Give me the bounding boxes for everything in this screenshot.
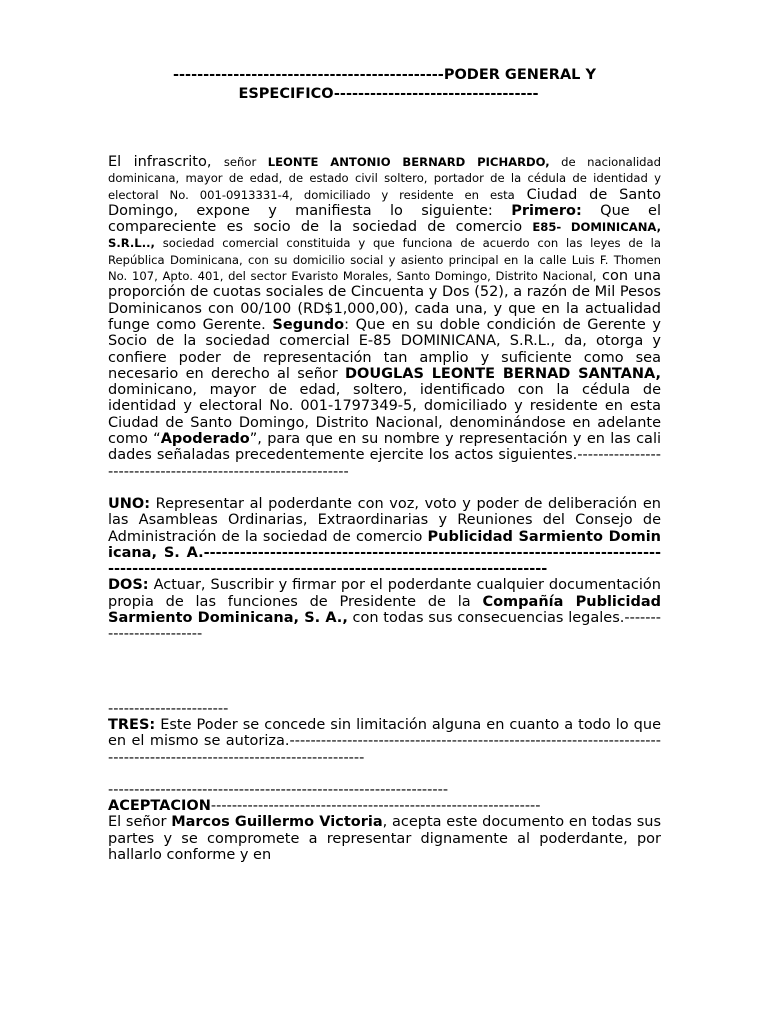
tres-lead: -----------------------	[108, 700, 229, 717]
dos-company: Compañía Publicidad Sarmiento Dominicana, S. A.,	[108, 593, 661, 627]
tres-text: Este Poder se concede sin limitación alguna en cuanto a todo lo que en el mismo se autoriza.------------------------------------------------------------------------------------------------------------------------	[108, 716, 661, 766]
aceptacion-paragraph	[108, 814, 661, 863]
segundo-text: : Que en su doble condición de Gerente y Socio de la sociedad comercial E-85 DOMINICANA, S.R.L., da, otorga y confiere poder de representación tan amplio y suficiente como sea necesario en derecho al señor	[108, 316, 662, 382]
acceptor-name: Marcos Guillermo Victoria	[171, 814, 383, 831]
attorney-name: DOUGLAS LEONTE BERNAD SANTANA,	[345, 365, 661, 382]
aceptacion-text-2: , acepta este documento en todas sus partes y se compromete a representar dignamente al poderdante, por hallarlo conforme y en	[108, 814, 661, 863]
intro-text: Ciudad de Santo Domingo, expone y manifiesta lo siguiente:	[108, 186, 661, 219]
document-title	[108, 66, 661, 104]
uno-company: Publicidad Sarmiento Dominicana, S. A.-----------------------------------------------------------------------------------------------------------------------------------------------------	[108, 528, 661, 578]
quota-text: con una proporción de cuotas sociales de Cincuenta y Dos (52), a razón de Mil Pesos Dominicanos con 00/100 (RD$1,000,00), cada una, y que en la actualidad funge como Gerente.	[108, 268, 661, 333]
title-line-1: ---------------------------------------------PODER GENERAL Y	[173, 67, 596, 83]
attorney-details: dominicano, mayor de edad, soltero, identificado con la cédula de identidad y electoral No. 001-1797349-5, domiciliado y residente en esta Ciudad de Santo Domingo, Distrito Nacional, denominándose en adelante como “	[108, 382, 661, 448]
dos-tail: con todas sus consecuencias legales.-------------------------	[108, 610, 661, 643]
aceptacion-heading	[108, 798, 661, 814]
title-line-2: ESPECIFICO----------------------------------	[238, 86, 539, 102]
dos-text: Actuar, Suscribir y firmar por el poderdante cualquier documentación propia de las funciones de Presidente de la	[108, 577, 661, 610]
aceptacion-text: El señor	[108, 814, 172, 831]
aceptacion-label: ACEPTACION	[108, 798, 211, 815]
grantor-details: de nacionalidad dominicana, mayor de edad, de estado civil soltero, portador de la cédula de identidad y electoral No. 001-0913331-4, domiciliado y residente en esta	[108, 155, 661, 202]
uno-text: Representar al poderdante con voz, voto y poder de deliberación en las Asambleas Ordinarias, Extraordinarias y Reuniones del Consejo de Administración de la sociedad de comercio	[108, 495, 661, 545]
aceptacion-dashes: ---------------------------------------------------------------	[210, 798, 541, 815]
uno-label: UNO:	[108, 495, 151, 512]
uno-paragraph	[108, 496, 661, 577]
intro-paragraph	[108, 154, 661, 480]
tres-label: TRES:	[108, 716, 156, 733]
tres-paragraph	[108, 717, 661, 766]
spacer	[108, 480, 661, 496]
apoderado-term: Apoderado	[160, 431, 250, 448]
spacer	[108, 643, 661, 701]
intro-text-small: señor	[223, 155, 268, 169]
dos-paragraph	[108, 577, 661, 642]
grantor-name: LEONTE ANTONIO BERNARD PICHARDO,	[267, 155, 550, 169]
dos-label: DOS:	[108, 577, 149, 594]
closing-text: ”, para que en su nombre y representación y en las calidades señaladas precedentemente ejercite los actos siguientes.--------------------------------------------------------------	[108, 431, 661, 480]
primero-label: Primero:	[511, 202, 582, 219]
document-body	[108, 66, 661, 863]
aceptacion-lead: -----------------------------------------------------------------	[108, 781, 449, 798]
segundo-label: Segundo	[272, 316, 345, 333]
company-details: sociedad comercial constituida y que funciona de acuerdo con las leyes de la República Dominicana, con su domicilio social y asiento principal en la calle Luis F. Thomen No. 107, Apto. 401, del sector Evaristo Morales, Santo Domingo, Distrito Nacional,	[108, 236, 661, 284]
company-name-e85: E85- DOMINICANA, S.R.L..,	[108, 220, 661, 251]
primero-text: Que el compareciente es socio de la sociedad de comercio	[108, 202, 661, 236]
spacer	[108, 766, 661, 782]
intro-text: El infrascrito,	[108, 154, 224, 170]
